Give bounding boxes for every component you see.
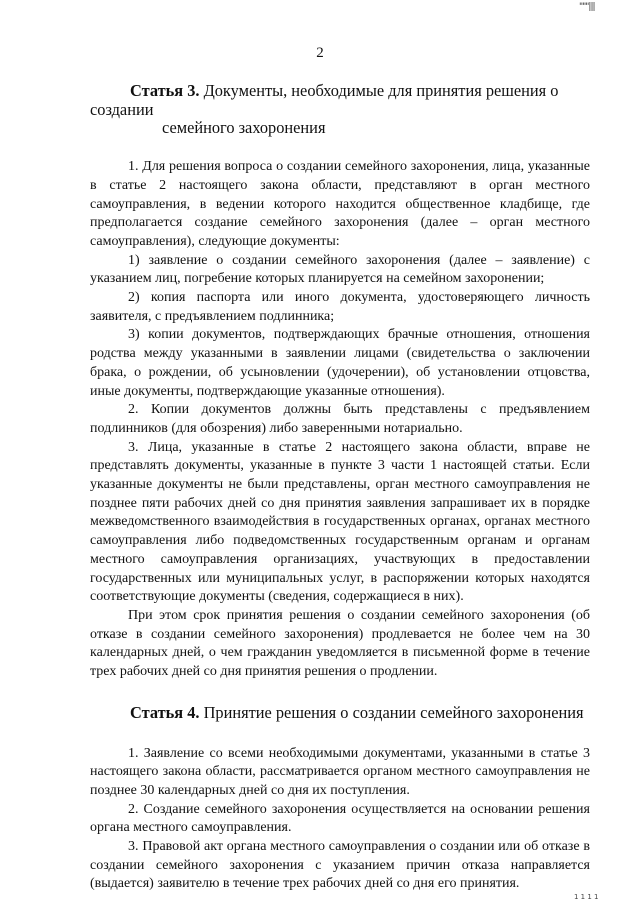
corner-scan-mark: """||| [579, 2, 595, 12]
document-body [90, 82, 590, 894]
article-3-paragraph-3: 3. Лица, указанные в статье 2 настоящего закона области, вправе не представлять документы, указанные в пункте 3 части 1 настоящей статьи. Если указанные документы не были представлены, орган местного самоуправления не позднее пяти рабочих дней со дня принятия заявления запрашивает их в порядке межведомственного взаимодействия в государственных органах, органах местного самоуправления либо подведомственных государственным органам и органам местного самоуправления организациях, участвующих в предоставлении государственных или муниципальных услуг, в распоряжении которых находятся соответствующие документы (сведения, содержащиеся в них). [90, 439, 590, 605]
article-3-title-line2: семейного захоронения [162, 118, 326, 138]
article-3-heading [90, 82, 590, 138]
article-3-title-line1: Документы, необходимые для принятия решения о создании [90, 81, 559, 119]
article-4-title: Принятие решения о создании семейного захоронения [203, 702, 584, 722]
article-4-lead: Статья 4. [130, 702, 200, 722]
article-3-lead: Статья 3. [130, 81, 200, 100]
article-4-paragraph-3: 3. Правовой акт органа местного самоуправления о создании или об отказе в создании семейного захоронения с указанием причин отказа направляется (выдается) заявителю в течение трех рабочих дней со дня его принятия. [90, 839, 590, 892]
article-4-heading [90, 704, 590, 723]
article-4-paragraph-2: 2. Создание семейного захоронения осуществляется на основании решения органа местного самоуправления. [90, 801, 590, 836]
page-number: 2 [316, 45, 324, 61]
article-3-item-1: 1) заявление о создании семейного захоронения (далее – заявление) с указанием лиц, погребение которых планируется на семейном захоронении; [90, 252, 590, 287]
article-3-paragraph-2: 2. Копии документов должны быть представлены с предъявлением подлинников (для обозрения) либо заверенными нотариально. [90, 402, 590, 436]
article-3-paragraph-1: 1. Для решения вопроса о создании семейного захоронения, лица, указанные в статье 2 настоящего закона области, представляют в орган местного самоуправления, в ведении которого находится общественное кладбище, где предполагается создание семейного захоронения (далее – орган местного самоуправления), следующие документы: [90, 159, 590, 249]
article-4-paragraph-1: 1. Заявление со всеми необходимыми документами, указанными в статье 3 настоящего закона области, рассматривается органом местного самоуправления не позднее 30 календарных дней со дня их поступления. [90, 745, 590, 798]
article-3-item-3: 3) копии документов, подтверждающих брачные отношения, отношения родства между указанными в заявлении лицами (свидетельства о заключении брака, о рождении, об усыновлении (удочерении), об установлении отцовства, иные документы, подтверждающие указанные отношения). [90, 327, 590, 399]
article-3-paragraph-extension: При этом срок принятия решения о создании семейного захоронения (об отказе в создании семейного захоронения) продлевается не более чем на 30 календарных дней, о чем гражданин уведомляется в письменной форме в течение трех рабочих дней со дня принятия решения о продлении. [90, 607, 590, 680]
bottom-scan-mark: 1 1 1 1 [574, 893, 599, 901]
article-3-item-2: 2) копия паспорта или иного документа, удостоверяющего личность заявителя, с предъявлением подлинника; [90, 290, 590, 324]
